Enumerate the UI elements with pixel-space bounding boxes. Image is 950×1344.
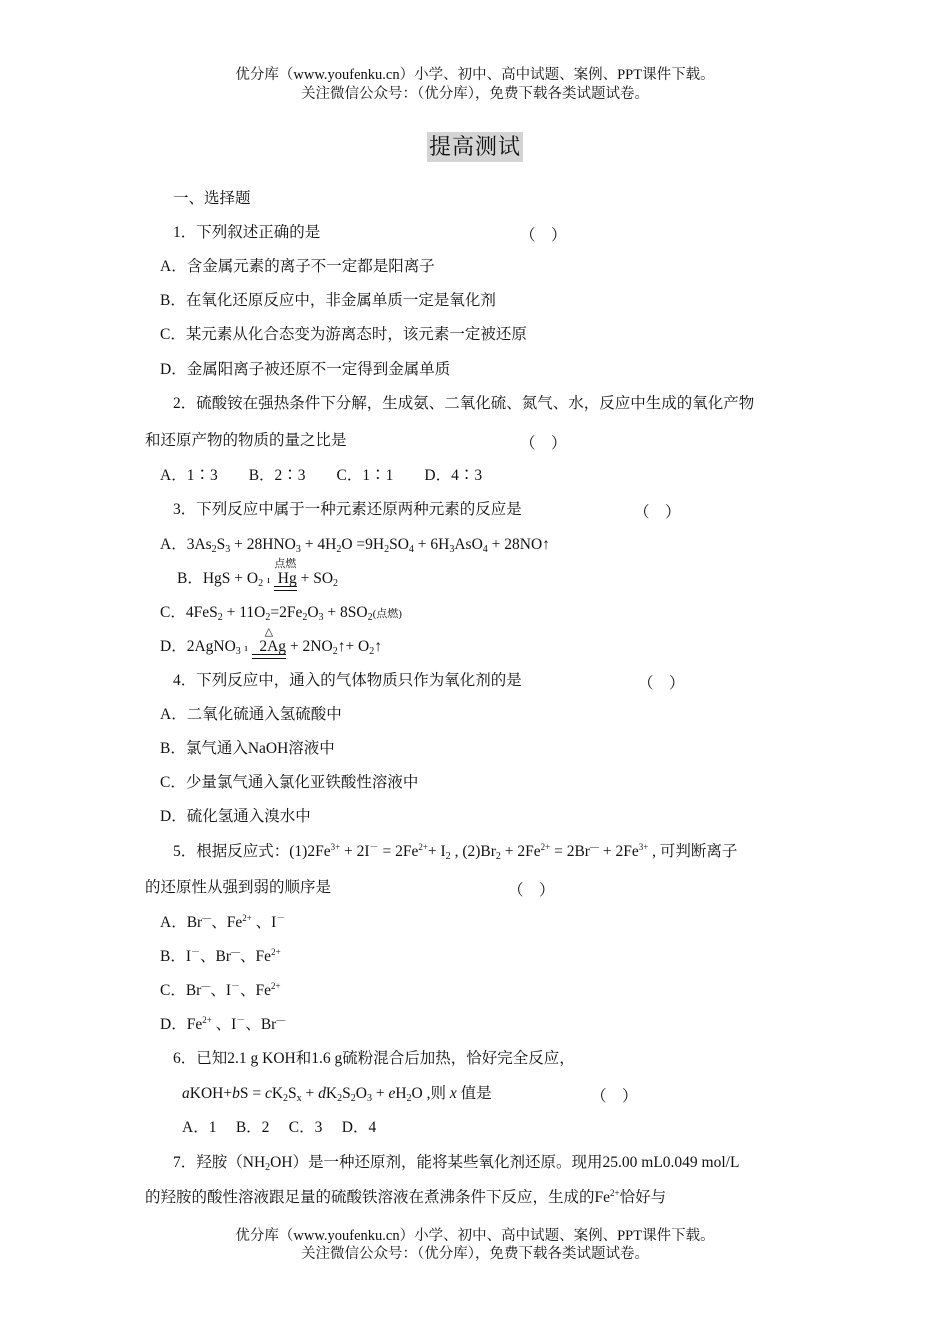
q3-option-d: D．2AgNO$_3$ ı △ $2Ag + 2NO_2↑+$ $O_2↑$ bbox=[160, 626, 382, 657]
q4-option-a: A．二氧化硫通入氢硫酸中 bbox=[160, 706, 342, 723]
q3-stem: 3．下列反应中属于一种元素还原两种元素的反应是 bbox=[173, 501, 522, 518]
header-line-2: 关注微信公众号：（优分库），免费下载各类试题试卷。 bbox=[301, 86, 649, 102]
q4-option-d: D．硫化氢通入溴水中 bbox=[160, 808, 311, 825]
header-line-1: 优分库（www.youfenku.cn）小学、初中、高中试题、案例、PPT课件下载。 bbox=[235, 67, 715, 83]
reaction-mark: ı bbox=[266, 574, 271, 586]
q1-option-a: A．含金属元素的离子不一定都是阳离子 bbox=[160, 258, 435, 275]
q5-option-d: D．$Fe^{2+}$ 、I－、Br— bbox=[160, 1015, 286, 1033]
footer-line-1: 优分库（www.youfenku.cn）小学、初中、高中试题、案例、PPT课件下载。 bbox=[235, 1228, 715, 1244]
q4-stem: 4．下列反应中，通入的气体物质只作为氧化剂的是 bbox=[173, 672, 522, 689]
q1-option-c: C．某元素从化合态变为游离态时，该元素一定被还原 bbox=[160, 326, 527, 343]
double-line-equals-arrow: 点燃 Hg bbox=[274, 569, 297, 589]
q2-options: A．1∶3 B．2∶3 C．1∶1 D．4∶3 bbox=[160, 467, 483, 484]
q6-stem-line2: aKOH+bS = $cK_2S_x + dK_2S_2O_3 + eH_2O$ ,则 x 值是 bbox=[182, 1085, 492, 1104]
heat-symbol: △ bbox=[264, 626, 274, 638]
q3-answer-blank: （ ） bbox=[634, 504, 681, 521]
q6-options: A．1 B．2 C．3 D．4 bbox=[182, 1119, 377, 1136]
q3-option-c: C．$4FeS_2 + 11O_2=2Fe_2O_3 + 8SO_2$(点燃) bbox=[160, 604, 402, 623]
footer-line-2: 关注微信公众号：（优分库），免费下载各类试题试卷。 bbox=[301, 1246, 649, 1262]
condition-label: 点燃 bbox=[274, 558, 297, 570]
section-heading: 一、选择题 bbox=[173, 190, 251, 207]
q1-stem: 1．下列叙述正确的是 bbox=[173, 224, 321, 241]
q5-answer-blank: （ ） bbox=[508, 882, 555, 899]
q4-answer-blank: （ ） bbox=[638, 675, 685, 692]
q1-option-b: B．在氧化还原反应中，非金属单质一定是氧化剂 bbox=[160, 292, 496, 309]
q3-option-b: B．HgS + $O_2$ ı 点燃 $Hg + SO_2$ bbox=[177, 558, 339, 589]
reaction-mark: ı bbox=[244, 642, 248, 654]
q5-option-c: C．Br—、I－、$Fe^{2+}$ bbox=[160, 981, 281, 999]
q1-answer-blank: （ ） bbox=[520, 227, 567, 244]
q5-stem-line2: 的还原性从强到弱的顺序是 bbox=[145, 879, 332, 896]
q4-option-c: C．少量氯气通入氯化亚铁酸性溶液中 bbox=[160, 774, 419, 791]
q3-option-a: A．$3As_2S_3 + 28HNO_3 + 4H_2O =9H_2SO_4 + 6H_3AsO_4$ + 28NO↑ bbox=[160, 536, 550, 555]
q2-stem-line2: 和还原产物的物质的量之比是 bbox=[145, 432, 347, 449]
q4-option-b: B．氯气通入NaOH溶液中 bbox=[160, 740, 335, 757]
q7-stem-line1: 7．羟胺$(NH_2OH)$是一种还原剂，能将某些氧化剂还原。现用25.00 mL0.049 mol/L bbox=[173, 1154, 740, 1173]
double-line-equals-arrow: △ 2Ag bbox=[252, 637, 286, 657]
q6-answer-blank: （ ） bbox=[591, 1088, 638, 1105]
q6-stem-line1: 6．已知2.1 g KOH和1.6 g硫粉混合后加热，恰好完全反应， bbox=[173, 1050, 575, 1067]
q5-option-b: B．I－、Br—、$Fe^{2+}$ bbox=[160, 947, 281, 965]
q2-stem-line1: 2．硫酸铵在强热条件下分解，生成氨、二氧化硫、氮气、水，反应中生成的氧化产物 bbox=[173, 395, 755, 412]
q1-option-d: D．金属阳离子被还原不一定得到金属单质 bbox=[160, 361, 451, 378]
q5-stem-line1: 5．根据反应式：$(1)2Fe^{3+} + 2I^- = 2Fe^{2+}+ I_2$ , $(2)Br_2 + 2Fe^{2+} = 2Br^— + 2Fe^{3+}$ , 可判断离子 bbox=[173, 842, 738, 862]
q7-stem-line2: 的羟胺的酸性溶液跟足量的硫酸铁溶液在煮沸条件下反应，生成的$Fe^{2+}$恰好与 bbox=[145, 1188, 667, 1206]
q2-answer-blank: （ ） bbox=[520, 435, 567, 452]
q5-option-a: A．Br—、$Fe^{2+}$ 、I－ bbox=[160, 913, 286, 931]
page-title: 提高测试 bbox=[427, 132, 523, 162]
